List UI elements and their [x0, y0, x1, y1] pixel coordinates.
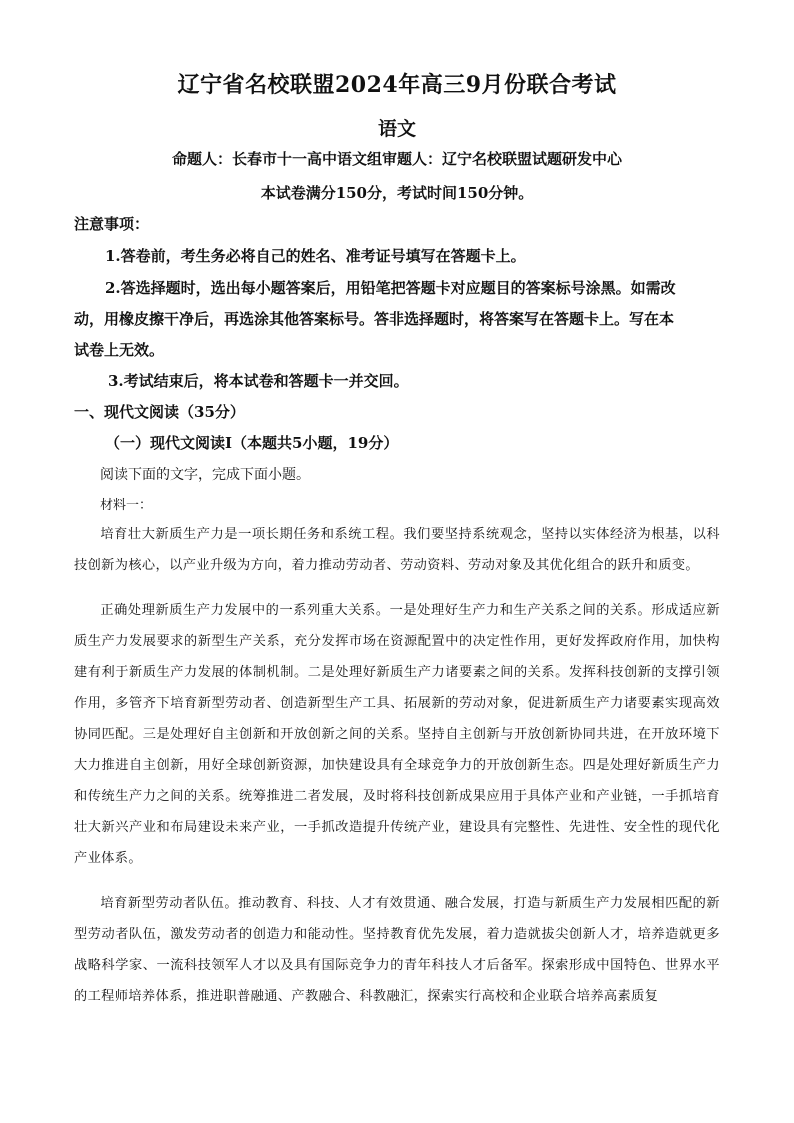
passage-paragraph-1: 培育壮大新质生产力是一项长期任务和系统工程。我们要坚持系统观念，坚持以实体经济为根基，以科技创新为核心，以产业升级为方向，着力推动劳动者、劳动资料、劳动对象及其优化组合的跃升和质变。 — [74, 527, 720, 573]
notes-heading: 注意事项： — [74, 215, 150, 233]
passage-paragraph-3: 培育新型劳动者队伍。推动教育、科技、人才有效贯通、融合发展，打造与新质生产力发展相匹配的新型劳动者队伍，激发劳动者的创造力和能动性。坚持教育优先发展，着力造就拔尖创新人才，培养造就更多战略科学家、一流科技领军人才以及具有国际竞争力的青年科技人才后备军。探索形成中国特色、世界水平的工程师培养体系，推进职普融通、产教融合、科教融汇，探索实行高校和企业联合培养高素质复 — [74, 896, 720, 1004]
material-label: 材料一： — [100, 498, 153, 513]
subject-title: 语文 — [377, 118, 416, 140]
subsection-heading: （一）现代文阅读Ⅰ（本题共5小题，19分） — [105, 434, 399, 452]
exam-title: 辽宁省名校联盟2024年高三9月份联合考试 — [177, 72, 617, 98]
authors-line: 命题人：长春市十一高中语文组审题人：辽宁名校联盟试题研发中心 — [171, 150, 622, 168]
section-heading: 一、现代文阅读（35分） — [74, 403, 245, 421]
note-item-2-line-3: 试卷上无效。 — [74, 341, 165, 359]
note-item-2-line-1: 2.答选择题时，选出每小题答案后，用铅笔把答题卡对应题目的答案标号涂黑。如需改 — [105, 279, 676, 297]
passage-paragraph-2: 正确处理新质生产力发展中的一系列重大关系。一是处理好生产力和生产关系之间的关系。形成适应新质生产力发展要求的新型生产关系，充分发挥市场在资源配置中的决定性作用，更好发挥政府作用，加快构建有利于新质生产力发展的体制机制。二是处理好新质生产力诸要素之间的关系。发挥科技创新的支撑引领作用，多管齐下培育新型劳动者、创造新型生产工具、拓展新的劳动对象，促进新质生产力诸要素实现高效协同匹配。三是处理好自主创新和开放创新之间的关系。坚持自主创新与开放创新协同共进，在开放环境下大力推进自主创新，用好全球创新资源，加快建设具有全球竞争力的开放创新生态。四是处理好新质生产力和传统生产力之间的关系。统筹推进二者发展，及时将科技创新成果应用于具体产业和产业链，一手抓培育壮大新兴产业和布局建设未来产业，一手抓改造提升传统产业，建设具有完整性、先进性、安全性的现代化产业体系。 — [74, 603, 720, 866]
note-item-2-line-2: 动，用橡皮擦干净后，再选涂其他答案标号。答非选择题时，将答案写在答题卡上。写在本 — [74, 310, 675, 328]
passage-body — [74, 519, 720, 1026]
exam-info-line: 本试卷满分150分，考试时间150分钟。 — [260, 184, 534, 202]
note-item-1: 1.答卷前，考生务必将自己的姓名、准考证号填写在答题卡上。 — [105, 247, 526, 265]
reading-instruction: 阅读下面的文字，完成下面小题。 — [100, 467, 310, 483]
note-item-3: 3.考试结束后，将本试卷和答题卡一并交回。 — [108, 372, 409, 390]
